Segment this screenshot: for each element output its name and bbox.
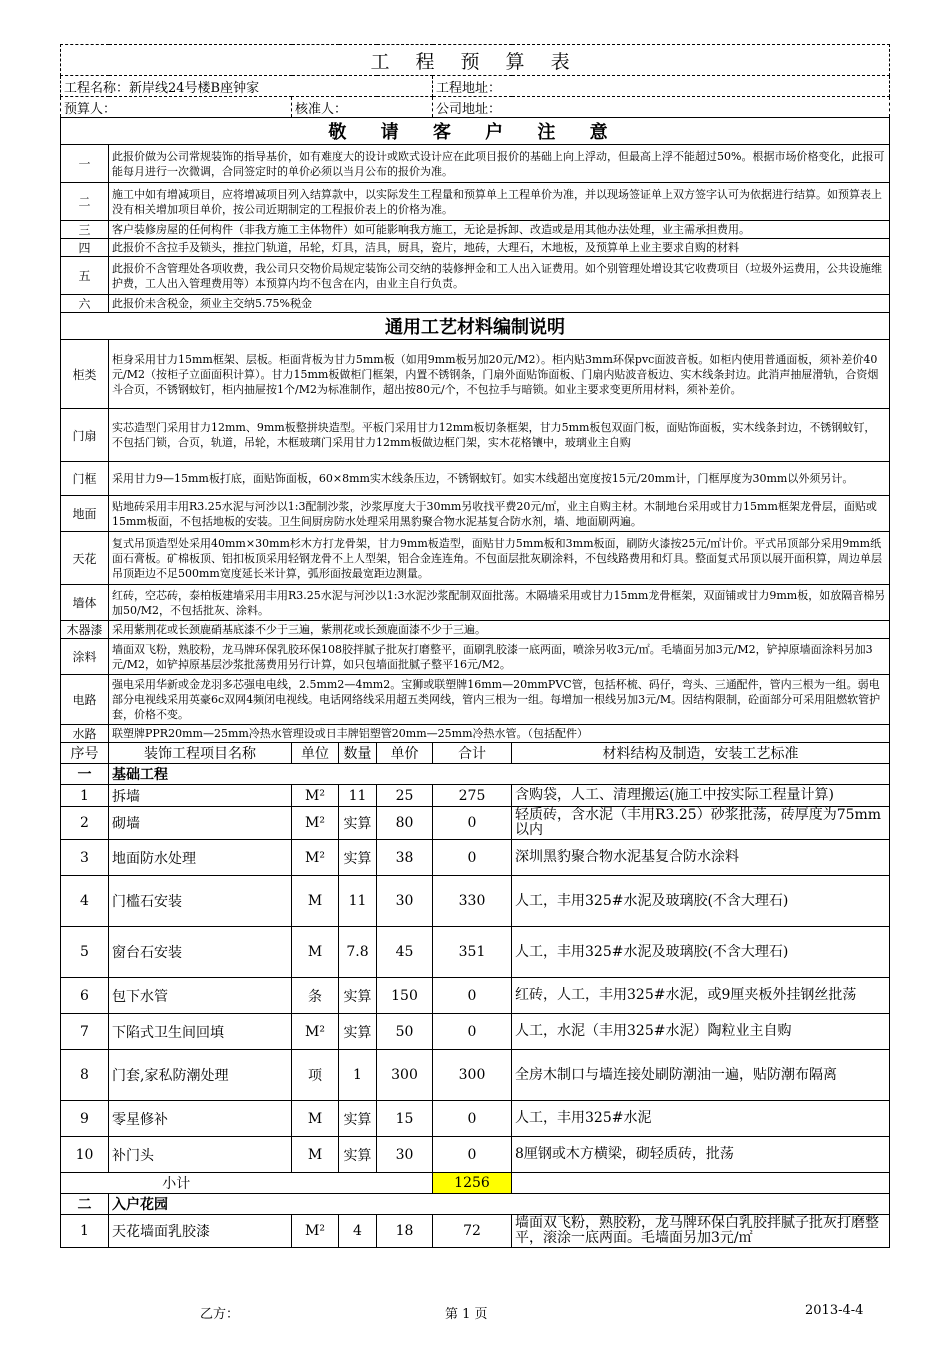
project-name: 工程名称：新岸线24号楼B座钟家	[61, 76, 433, 97]
row-unit: M²	[292, 807, 339, 840]
row-seq: 4	[61, 876, 109, 927]
column-header-row	[61, 743, 890, 764]
row-material-desc: 深圳黑豹聚合物水泥基复合防水涂料	[512, 840, 890, 876]
column-header-unit: 单位	[292, 743, 339, 764]
row-unit: M	[292, 1101, 339, 1137]
notice-row	[61, 145, 890, 183]
row-item-name: 窗台石安装	[109, 927, 292, 978]
row-price: 150	[377, 978, 433, 1014]
row-unit: M²	[292, 840, 339, 876]
subtotal-value: 1256	[433, 1173, 512, 1194]
row-total: 351	[433, 927, 512, 978]
row-price: 18	[377, 1215, 433, 1248]
row-item-name: 下陷式卫生间回填	[109, 1014, 292, 1050]
table-row	[61, 1050, 890, 1101]
row-item-name: 包下水管	[109, 978, 292, 1014]
spec-row	[61, 725, 890, 743]
notice-text: 此报价不含拉手及锁头，推拉门轨道，吊轮，灯具，洁具，厨具，瓷片，地砖，大理石，木地板，及预算单上业主要求自购的材料	[109, 239, 890, 257]
row-item-name: 门槛石安装	[109, 876, 292, 927]
row-total: 0	[433, 807, 512, 840]
row-price: 45	[377, 927, 433, 978]
row-item-name: 天花墙面乳胶漆	[109, 1215, 292, 1248]
row-total: 72	[433, 1215, 512, 1248]
group-header-row	[61, 764, 890, 785]
row-unit: M	[292, 876, 339, 927]
notice-text: 施工中如有增减项目，应将增减项目列入结算款中，以实际发生工程量和预算单上工程单价为准，并以现场签证单上双方签字认可为依据进行结算。如预算表上没有相关增加项目单价，按公司近期制定的工程报价表上的价格为准。	[109, 183, 890, 221]
row-total: 330	[433, 876, 512, 927]
column-header-total: 合计	[433, 743, 512, 764]
column-header-price: 单价	[377, 743, 433, 764]
spec-text: 红砖，空芯砖，泰柏板建墙采用丰用R3.25水泥与河沙以1:3水泥沙浆配制双面批荡。木隔墙采用或甘力15mm龙骨框架，双面铺或甘力9mm板，如放隔音棉另加50/M2，不包括批灰、涂料。	[109, 585, 890, 621]
row-item-name: 零星修补	[109, 1101, 292, 1137]
row-item-name: 补门头	[109, 1137, 292, 1173]
spec-label: 门扇	[61, 409, 109, 462]
group-name: 入户花园	[109, 1194, 890, 1215]
budget-table	[60, 44, 890, 1248]
group-number: 二	[61, 1194, 109, 1215]
row-seq: 1	[61, 785, 109, 807]
subtotal-spacer-2	[339, 1173, 377, 1194]
spec-label: 柜类	[61, 340, 109, 409]
spec-label: 电路	[61, 675, 109, 725]
row-item-name: 砌墙	[109, 807, 292, 840]
spec-label: 涂料	[61, 639, 109, 675]
row-total: 0	[433, 1137, 512, 1173]
spec-row	[61, 462, 890, 496]
row-qty: 实算	[339, 978, 377, 1014]
row-total: 0	[433, 978, 512, 1014]
subtotal-blank	[512, 1173, 890, 1194]
row-material-desc: 人工，丰用325#水泥及玻璃胶(不含大理石)	[512, 927, 890, 978]
spec-text: 强电采用华新或金龙羽多芯强电电线，2.5mm2—4mm2。宝狮或联塑牌16mm—20mmPVC管，包括杯梳、码仔，弯头、三通配件，管内三根为一组。弱电部分电视线采用英豪6c双网4频闭电视线。电话网络线采用超五类网线，管内三根为一组。每增加一根线另加3元/M。因结构限制，砼面部分可采用阻燃软管护套，价格不变。	[109, 675, 890, 725]
table-row	[61, 1014, 890, 1050]
row-seq: 2	[61, 807, 109, 840]
spec-row	[61, 532, 890, 585]
spec-label: 木器漆	[61, 621, 109, 639]
row-material-desc: 全房木制口与墙连接处刷防潮油一遍，贴防潮布隔离	[512, 1050, 890, 1101]
row-seq: 6	[61, 978, 109, 1014]
row-item-name: 门套,家私防潮处理	[109, 1050, 292, 1101]
group-header-row	[61, 1194, 890, 1215]
row-qty: 实算	[339, 840, 377, 876]
footer-page: 第 1 页	[445, 1307, 488, 1322]
row-material-desc: 人工，丰用325#水泥及玻璃胶(不含大理石)	[512, 876, 890, 927]
spec-row	[61, 621, 890, 639]
row-qty: 11	[339, 785, 377, 807]
budget-sheet	[60, 44, 889, 1248]
column-header-material: 材料结构及制造，安装工艺标准	[512, 743, 890, 764]
notice-number: 六	[61, 295, 109, 313]
row-price: 25	[377, 785, 433, 807]
row-material-desc: 红砖，人工，丰用325#水泥，或9厘夹板外挂钢丝批荡	[512, 978, 890, 1014]
row-unit: M	[292, 927, 339, 978]
spec-text: 柜身采用甘力15mm框架、层板。柜面背板为甘力5mm板（如用9mm板另加20元/M2）。柜内贴3mm环保pvc面波音板。如柜内使用普通面板，须补差价40元/M2（按柜子立面面积计算）。甘力15mm板做柜门框架，内置不锈钢条，门扇外面贴饰面板、门扇内贴波音板边、实木线条封边。此消声抽屉滑轨，合资烟斗合页，不锈钢蚊钉，柜内抽屉按1个/M2为标准制作，超出按80元/个，不包拉手与暗锁。如业主要求变更所用材料，须补差价。	[109, 340, 890, 409]
row-unit: M²	[292, 1215, 339, 1248]
company-address: 公司地址：	[433, 97, 890, 118]
row-item-name: 地面防水处理	[109, 840, 292, 876]
notice-row	[61, 221, 890, 239]
notice-text: 此报价不含管理处各项收费，我公司只交物价局规定装饰公司交纳的装修押金和工人出入证费用。如个别管理处增设其它收费项目（垃圾外运费用，公共设施维护费，工人出入管理费用等）本预算内均不包含在内，由业主自行负责。	[109, 257, 890, 295]
table-row	[61, 785, 890, 807]
spec-text: 复式吊顶造型处采用40mm×30mm杉木方打龙骨架，甘力9mm板造型，面贴甘力5mm板和3mm板面，刷防火漆按25元/㎡计价。平式吊顶部分采用9mm纸面石膏板。矿棉板顶、铝扣板顶采用轻钢龙骨不上人型架，铝合金连连角。不包面层批灰刷涂料，不包线路费用和灯具。整面复式吊顶以展开面积算，周边单层吊顶距边不足500mm宽度延长米计算，弧形面按最宽距边测量。	[109, 532, 890, 585]
footer-party-b: 乙方：	[200, 1307, 240, 1322]
table-row	[61, 876, 890, 927]
spec-label: 门框	[61, 462, 109, 496]
column-header-item: 装饰工程项目名称	[109, 743, 292, 764]
spec-text: 贴地砖采用丰用R3.25水泥与河沙以1:3配制沙浆，沙浆厚度大于30mm另收找平费20元/㎡，业主自购主材。木制地台采用或甘力15mm框架龙骨层，面贴或15mm板面，不包括地板的安装。卫生间厨房防水处理采用黑豹聚合物水泥基复合防水剂，墙、地面刷两遍。	[109, 496, 890, 532]
row-total: 0	[433, 1014, 512, 1050]
spec-row	[61, 585, 890, 621]
row-total: 300	[433, 1050, 512, 1101]
spec-label: 天花	[61, 532, 109, 585]
spec-label: 墙体	[61, 585, 109, 621]
row-seq: 3	[61, 840, 109, 876]
notice-title: 敬 请 客 户 注 意	[61, 118, 890, 145]
row-qty: 11	[339, 876, 377, 927]
footer-date: 2013-4-4	[805, 1303, 864, 1318]
table-row	[61, 927, 890, 978]
row-price: 30	[377, 1137, 433, 1173]
notice-row	[61, 257, 890, 295]
spec-row	[61, 496, 890, 532]
row-unit: M²	[292, 1014, 339, 1050]
row-material-desc: 8厘钢或木方横梁，砌轻质砖，批荡	[512, 1137, 890, 1173]
row-material-desc: 人工，丰用325#水泥	[512, 1101, 890, 1137]
table-row	[61, 1215, 890, 1248]
row-total: 275	[433, 785, 512, 807]
row-seq: 1	[61, 1215, 109, 1248]
spec-row	[61, 675, 890, 725]
spec-text: 采用甘力9—15mm板打底，面贴饰面板，60×8mm实木线条压边，不锈钢蚊钉。如实木线超出宽度按15元/20mm计，门框厚度为30mm以外须另计。	[109, 462, 890, 496]
notice-text: 此报价做为公司常规装饰的指导基价，如有难度大的设计或欧式设计应在此项目报价的基础上向上浮动，但最高上浮不能超过50%。根据市场价格变化，此报可能每月进行一次微调，合同签定时的单价必须以当月公布的报价为准。	[109, 145, 890, 183]
estimator: 预算人：	[61, 97, 292, 118]
spec-row	[61, 340, 890, 409]
sheet-title: 工 程 预 算 表	[61, 45, 890, 76]
row-price: 15	[377, 1101, 433, 1137]
row-unit: 条	[292, 978, 339, 1014]
group-number: 一	[61, 764, 109, 785]
spec-label: 水路	[61, 725, 109, 743]
subtotal-label: 小计	[61, 1173, 292, 1194]
group-name: 基础工程	[109, 764, 890, 785]
row-price: 38	[377, 840, 433, 876]
approver: 核准人：	[292, 97, 433, 118]
row-total: 0	[433, 1101, 512, 1137]
row-unit: M²	[292, 785, 339, 807]
subtotal-spacer-3	[377, 1173, 433, 1194]
spec-row	[61, 409, 890, 462]
row-material-desc: 含购袋，人工、清理搬运(施工中按实际工程量计算)	[512, 785, 890, 807]
row-seq: 5	[61, 927, 109, 978]
project-address: 工程地址：	[433, 76, 890, 97]
subtotal-row	[61, 1173, 890, 1194]
row-qty: 实算	[339, 1014, 377, 1050]
table-row	[61, 1101, 890, 1137]
spec-text: 实芯造型门采用甘力12mm、9mm板整拼块造型。平板门采用甘力12mm板切条框架，甘力5mm板包双面门板，面贴饰面板，实木线条封边，不锈钢蚊钉，不包括门锁，合页，轨道，吊轮，木框玻璃门采用甘力12mm板做边框门架，实木花格镶中，玻璃业主自购	[109, 409, 890, 462]
row-qty: 4	[339, 1215, 377, 1248]
row-price: 30	[377, 876, 433, 927]
table-row	[61, 840, 890, 876]
notice-number: 一	[61, 145, 109, 183]
spec-row	[61, 639, 890, 675]
column-header-seq: 序号	[61, 743, 109, 764]
table-row	[61, 978, 890, 1014]
row-material-desc: 人工，水泥（丰用325#水泥）陶粒业主自购	[512, 1014, 890, 1050]
row-unit: M	[292, 1137, 339, 1173]
notice-number: 二	[61, 183, 109, 221]
row-qty: 1	[339, 1050, 377, 1101]
row-qty: 实算	[339, 1137, 377, 1173]
spec-label: 地面	[61, 496, 109, 532]
row-price: 80	[377, 807, 433, 840]
row-seq: 8	[61, 1050, 109, 1101]
notice-text: 此报价未含税金，须业主交纳5.75%税金	[109, 295, 890, 313]
row-seq: 7	[61, 1014, 109, 1050]
subtotal-spacer-1	[292, 1173, 339, 1194]
column-header-qty: 数量	[339, 743, 377, 764]
row-price: 50	[377, 1014, 433, 1050]
spec-text: 采用紫荆花或长颈鹿硝基底漆不少于三遍，紫荆花或长颈鹿面漆不少于三遍。	[109, 621, 890, 639]
row-material-desc: 墙面双飞粉，熟胶粉，龙马牌环保白乳胶拌腻子批灰打磨整平，滚涂一底两面。毛墙面另加3元/㎡	[512, 1215, 890, 1248]
row-seq: 9	[61, 1101, 109, 1137]
notice-text: 客户装修房屋的任何构件（非我方施工主体物件）如可能影响我方施工，无论是拆卸、改造或是用其他办法处理，业主需承担费用。	[109, 221, 890, 239]
row-seq: 10	[61, 1137, 109, 1173]
row-qty: 7.8	[339, 927, 377, 978]
row-item-name: 拆墙	[109, 785, 292, 807]
spec-title: 通用工艺材料编制说明	[61, 313, 890, 340]
row-material-desc: 轻质砖，含水泥（丰用R3.25）砂浆批荡，砖厚度为75mm以内	[512, 807, 890, 840]
row-total: 0	[433, 840, 512, 876]
notice-row	[61, 295, 890, 313]
row-qty: 实算	[339, 1101, 377, 1137]
notice-row	[61, 183, 890, 221]
row-price: 300	[377, 1050, 433, 1101]
spec-text: 墙面双飞粉，熟胶粉，龙马牌环保乳胶环保108胶拌腻子批灰打磨整平，面刷乳胶漆一底两面，喷涂另收3元/㎡。毛墙面另加3元/M2，铲掉原墙面涂料另加3元/M2，如铲掉原基层沙浆批荡费用另行计算，如只包墙面批腻子整平16元/M2。	[109, 639, 890, 675]
row-unit: 项	[292, 1050, 339, 1101]
table-row	[61, 807, 890, 840]
notice-row	[61, 239, 890, 257]
notice-number: 三	[61, 221, 109, 239]
row-qty: 实算	[339, 807, 377, 840]
notice-number: 四	[61, 239, 109, 257]
table-row	[61, 1137, 890, 1173]
spec-text: 联塑牌PPR20mm—25mm冷热水管理设或日丰牌铝塑管20mm—25mm冷热水管。（包括配件）	[109, 725, 890, 743]
notice-number: 五	[61, 257, 109, 295]
